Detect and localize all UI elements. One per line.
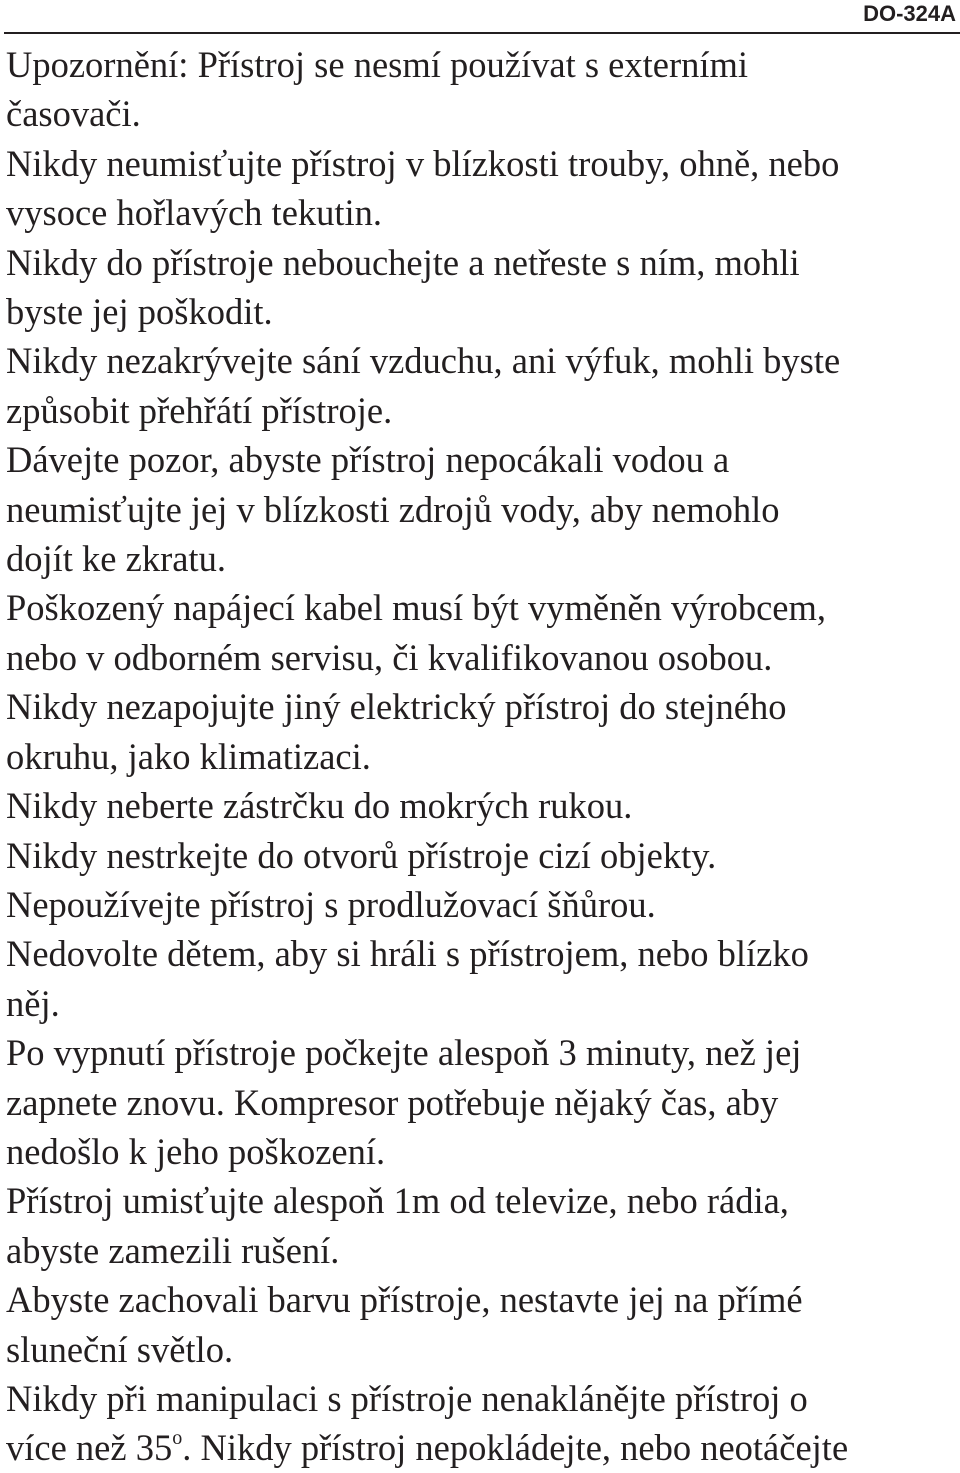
tilting-line-2-end: . Nikdy přístroj nepokládejte, nebo neotáčejte [182, 1427, 849, 1469]
paragraph-external-timers: Upozornění: Přístroj se nesmí používat s externími časovači. [6, 44, 749, 135]
paragraph-same-circuit: Nikdy nezapojujte jiný elektrický přístroj do stejného okruhu, jako klimatizaci. [6, 686, 787, 777]
header-rule [4, 32, 960, 34]
paragraph-tv-radio-distance: Přístroj umisťujte alespoň 1m od televize, nebo rádia, abyste zamezili rušení. [6, 1180, 789, 1271]
tilting-line-1: Nikdy při manipulaci s přístroje nenaklánějte přístroj o [6, 1377, 808, 1419]
paragraph-tilting [6, 1374, 956, 1473]
paragraph-shaking: Nikdy do přístroje nebouchejte a netřeste s ním, mohli byste jej poškodit. [6, 241, 800, 333]
paragraph-heat-sources: Nikdy neumisťujte přístroj v blízkosti trouby, ohně, nebo vysoce hořlavých tekutin. [6, 142, 840, 234]
paragraph-children: Nedovolte dětem, aby si hráli s přístrojem, nebo blízko něj. [6, 933, 809, 1024]
paragraph-wet-hands: Nikdy neberte zástrčku do mokrých rukou. [6, 785, 633, 827]
paragraph-power-cable: Poškozený napájecí kabel musí být vyměněn výrobcem, nebo v odborném servisu, či kvalifikovanou osobou. [6, 587, 827, 678]
paragraph-sunlight: Abyste zachovali barvu přístroje, nestavte jej na přímé sluneční světlo. [6, 1279, 803, 1370]
safety-instructions [6, 40, 956, 1473]
paragraph-restart-wait: Po vypnutí přístroje počkejte alespoň 3 minuty, než jej zapnete znovu. Kompresor potřebuje nějaký čas, aby nedošlo k jeho poškození. [6, 1032, 802, 1172]
paragraph-extension-cord: Nepoužívejte přístroj s prodlužovací šňůrou. [6, 883, 656, 925]
paragraph-water: Dávejte pozor, abyste přístroj nepocákali vodou a neumisťujte jej v blízkosti zdrojů vody, aby nemohlo dojít ke zkratu. [6, 439, 780, 580]
model-code: DO-324A [863, 1, 956, 26]
paragraph-foreign-objects: Nikdy nestrkejte do otvorů přístroje cizí objekty. [6, 834, 717, 876]
tilting-line-2-start: více než 35 [6, 1427, 173, 1469]
degree-superscript: o [172, 1427, 183, 1450]
paragraph-air-intake: Nikdy nezakrývejte sání vzduchu, ani výfuk, mohli byste způsobit přehřátí přístroje. [6, 340, 841, 431]
